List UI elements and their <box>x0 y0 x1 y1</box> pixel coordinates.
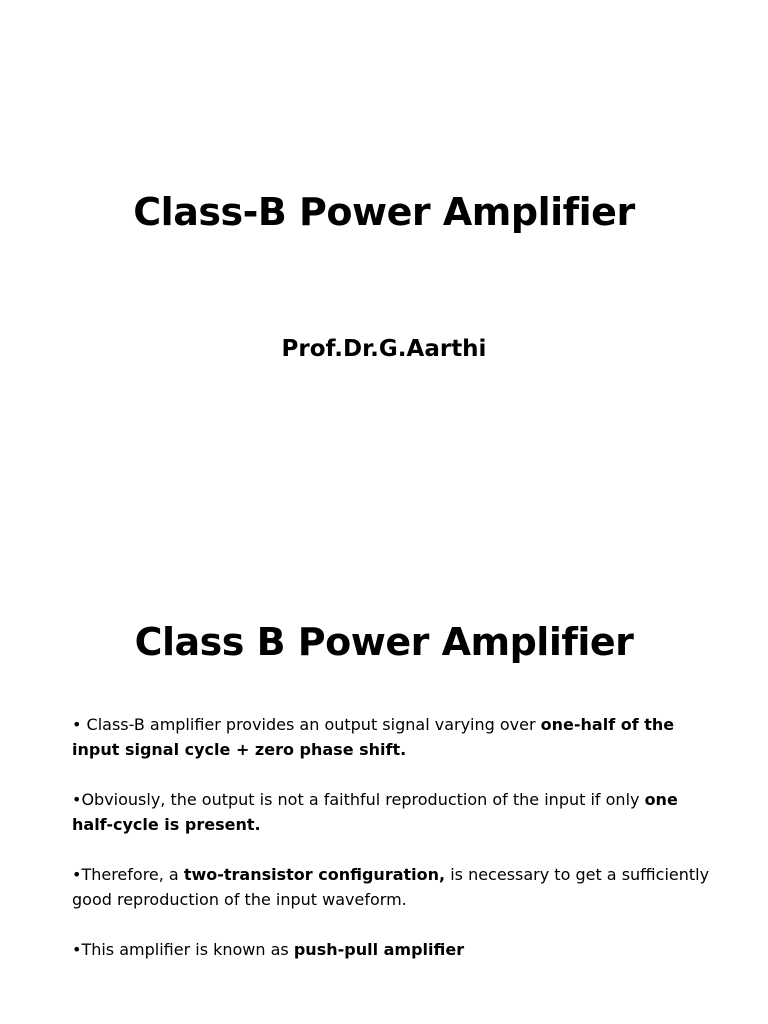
bullet-bold-text: push-pull amplifier <box>293 940 465 959</box>
bullet-bold-text: one-half of the input signal cycle + zero phase shift. <box>72 715 675 759</box>
bullet-text: • Class-B amplifier provides an output signal varying over <box>72 715 541 734</box>
bullet-bold-text: two-transistor configuration, <box>183 865 446 884</box>
bullet-list <box>72 712 712 987</box>
bullet-item <box>72 937 712 962</box>
bullet-text: •This amplifier is known as <box>72 940 294 959</box>
bullet-text: •Obviously, the output is not a faithful reproduction of the input if only <box>72 790 645 809</box>
bullet-text: •Therefore, a <box>72 865 184 884</box>
content-slide <box>0 576 768 1024</box>
slide-title: Class B Power Amplifier <box>134 620 634 664</box>
bullet-item <box>72 787 712 837</box>
slide-title: Class-B Power Amplifier <box>133 190 635 234</box>
bullet-bold-text: one half-cycle is present. <box>72 790 678 834</box>
bullet-text: is necessary to get a sufficiently good reproduction of the input waveform. <box>72 865 710 909</box>
bullet-item <box>72 862 712 912</box>
author-name: Prof.Dr.G.Aarthi <box>281 336 487 362</box>
bullet-item <box>72 712 712 762</box>
